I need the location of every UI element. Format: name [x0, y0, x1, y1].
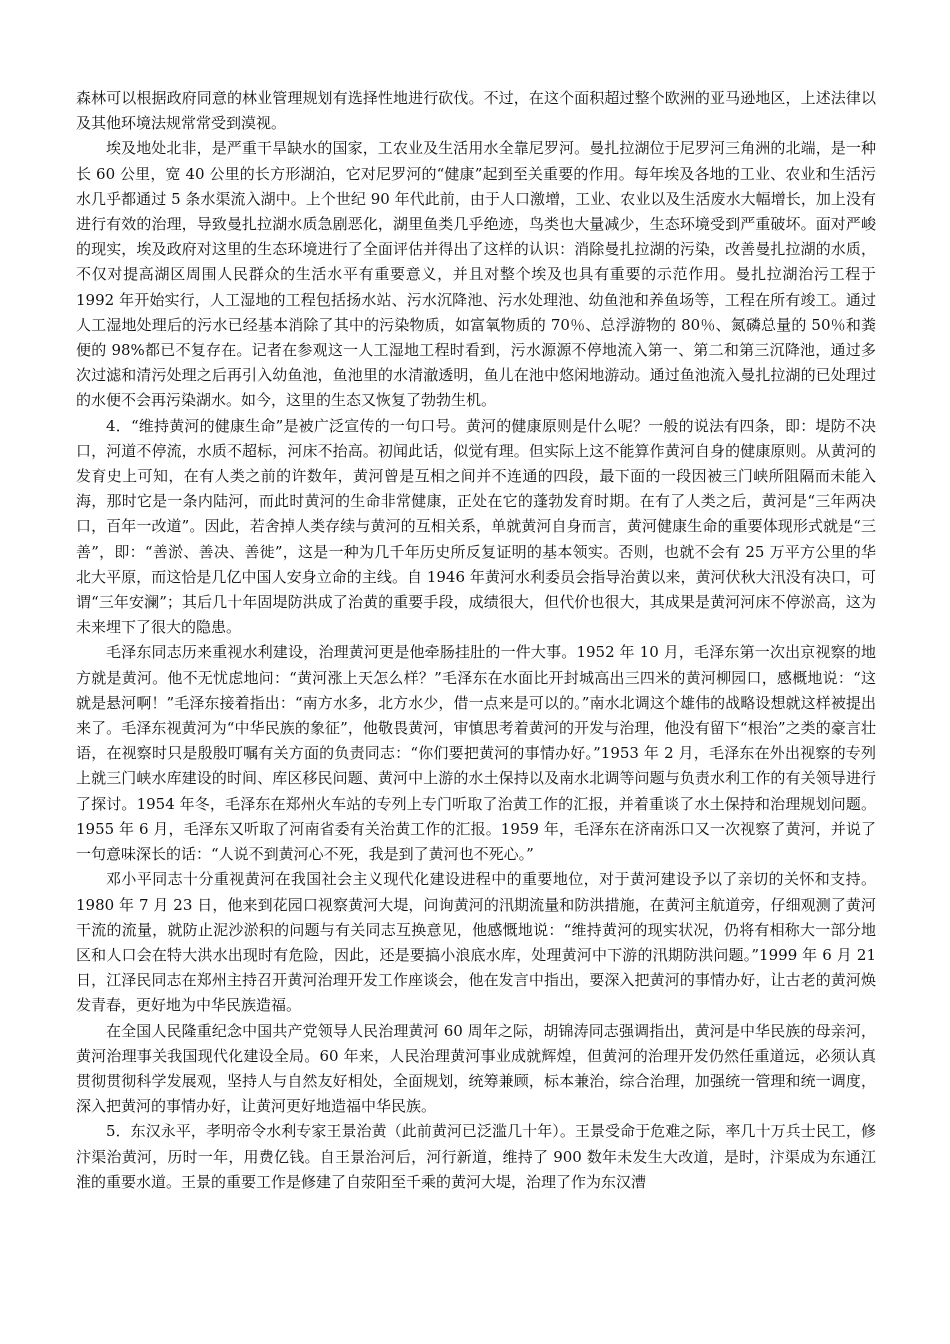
paragraph-6: 在全国人民隆重纪念中国共产党领导人民治理黄河 60 周年之际，胡锦涛同志强调指出，黄河是中华民族的母亲河，黄河治理事关我国现代化建设全局。60 年来，人民治理黄河事业成就辉煌，但黄河的治理开发仍然任重道远，必须认真贯彻贯彻科学发展观，坚持人与自然友好相处，全面规划，统筹兼顾，标本兼治，综合治理，加强统一管理和统一调度，深入把黄河的事情办好，让黄河更好地造福中华民族。: [76, 1021, 876, 1116]
document-page: [76, 86, 876, 1195]
paragraph-2: 埃及地处北非，是严重干旱缺水的国家，工农业及生活用水全靠尼罗河。曼扎拉湖位于尼罗河三角洲的北端，是一种长 60 公里，宽 40 公里的长方形湖泊，它对尼罗河的“健康”起到至关重要的作用。每年埃及各地的工业、农业和生活污水几乎都通过 5 条水渠流入湖中。上个世纪 90 年代此前，由于人口激增，工业、农业以及生活废水大幅增长，加上没有进行有效的治理，导致曼扎拉湖水质急剧恶化，湖里鱼类几乎绝迹，鸟类也大量减少，生态环境受到严重破坏。面对严峻的现实，埃及政府对这里的生态环境进行了全面评估并得出了这样的认识：消除曼扎拉湖的污染，改善曼扎拉湖的水质，不仅对提高湖区周围人民群众的生活水平有重要意义，并且对整个埃及也具有重要的示范作用。曼扎拉湖治污工程于 1992 年开始实行，人工湿地的工程包括扬水站、污水沉降池、污水处理池、幼鱼池和养鱼场等，工程在所有竣工。通过人工湿地处理后的污水已经基本消除了其中的污染物质，如富氧物质的 70％、总浮游物的 80％、氮磷总量的 50％和粪便的 98%都已不复存在。记者在参观这一人工湿地工程时看到，污水源源不停地流入第一、第二和第三沉降池，通过多次过滤和清污处理之后再引入幼鱼池，鱼池里的水清澈透明，鱼儿在池中悠闲地游动。通过鱼池流入曼扎拉湖的已处理过的水便不会再污染湖水。如今，这里的生态又恢复了勃勃生机。: [76, 139, 876, 410]
paragraph-1: 森林可以根据政府同意的林业管理规划有选择性地进行砍伐。不过，在这个面积超过整个欧洲的亚马逊地区，上述法律以及其他环境法规常常受到漠视。: [76, 89, 876, 133]
paragraph-4: 毛泽东同志历来重视水利建设，治理黄河更是他牵肠挂肚的一件大事。1952 年 10 月，毛泽东第一次出京视察的地方就是黄河。他不无忧虑地问：“黄河涨上天怎么样？”毛泽东在水面比开封城高出三四米的黄河柳园口，感概地说：“这就是悬河啊！”毛泽东接着指出：“南方水多，北方水少，借一点来是可以的。”南水北调这个雄伟的战略设想就这样被提出来了。毛泽东视黄河为“中华民族的象征”，他敬畏黄河，审慎思考着黄河的开发与治理，他没有留下“根治”之类的豪言壮语，在视察时只是殷殷叮嘱有关方面的负责同志：“你们要把黄河的事情办好。”1953 年 2 月，毛泽东在外出视察的专列上就三门峡水库建设的时间、库区移民问题、黄河中上游的水土保持以及南水北调等问题与负责水利工作的有关领导进行了探讨。1954 年冬，毛泽东在郑州火车站的专列上专门听取了治黄工作的汇报，并着重谈了水土保持和治理规划问题。1955 年 6 月，毛泽东又听取了河南省委有关治黄工作的汇报。1959 年，毛泽东在济南泺口又一次视察了黄河，并说了一句意味深长的话：“人说不到黄河心不死，我是到了黄河也不死心。”: [76, 643, 876, 864]
paragraph-5: 邓小平同志十分重视黄河在我国社会主义现代化建设进程中的重要地位，对于黄河建设予以了亲切的关怀和支持。1980 年 7 月 23 日，他来到花园口视察黄河大堤，问询黄河的汛期流量和防洪措施，在黄河主航道旁，仔细观测了黄河干流的流量，就防止泥沙淤积的问题与有关同志互换意见，他感慨地说：“维持黄河的现实状况，仍将有相称大一部分地区和人口会在特大洪水出现时有危险，因此，还是要搞小浪底水库，处理黄河中下游的汛期防洪问题。”1999 年 6 月 21 日，江泽民同志在郑州主持召开黄河治理开发工作座谈会，他在发言中指出，要深入把黄河的事情办好，让古老的黄河焕发青春，更好地为中华民族造福。: [76, 870, 876, 1015]
paragraph-7: 5．东汉永平，孝明帝令水利专家王景治黄（此前黄河已泛滥几十年）。王景受命于危难之际，率几十万兵士民工，修汴渠治黄河，历时一年，用费亿钱。自王景治河后，河行新道，维持了 900 数年未发生大改道，是时，汴渠成为东通江淮的重要水道。王景的重要工作是修建了自荥阳至千乘的黄河大堤，治理了作为东汉漕: [76, 1122, 876, 1191]
paragraph-3: 4．“维持黄河的健康生命”是被广泛宣传的一句口号。黄河的健康原则是什么呢？一般的说法有四条，即：堤防不决口，河道不停流，水质不超标，河床不抬高。初闻此话，似觉有理。但实际上这不能算作黄河自身的健康原则。从黄河的发育史上可知，在有人类之前的许数年，黄河曾是互相之间并不连通的四段，最下面的一段因被三门峡所阻隔而未能入海，那时它是一条内陆河，而此时黄河的生命非常健康，正处在它的蓬勃发育时期。在有了人类之后，黄河是“三年两决口，百年一改道”。因此，若舍掉人类存续与黄河的互相关系，单就黄河自身而言，黄河健康生命的重要体现形式就是“三善”，即：“善淤、善决、善徙”，这是一种为几千年历史所反复证明的基本领实。否则，也就不会有 25 万平方公里的华北大平原，而这恰是几亿中国人安身立命的主线。自 1946 年黄河水利委员会指导治黄以来，黄河伏秋大汛没有决口，可谓“三年安澜”；其后几十年固堤防洪成了治黄的重要手段，成绩很大，但代价也很大，其成果是黄河河床不停淤高，这为未来埋下了很大的隐患。: [76, 416, 876, 637]
